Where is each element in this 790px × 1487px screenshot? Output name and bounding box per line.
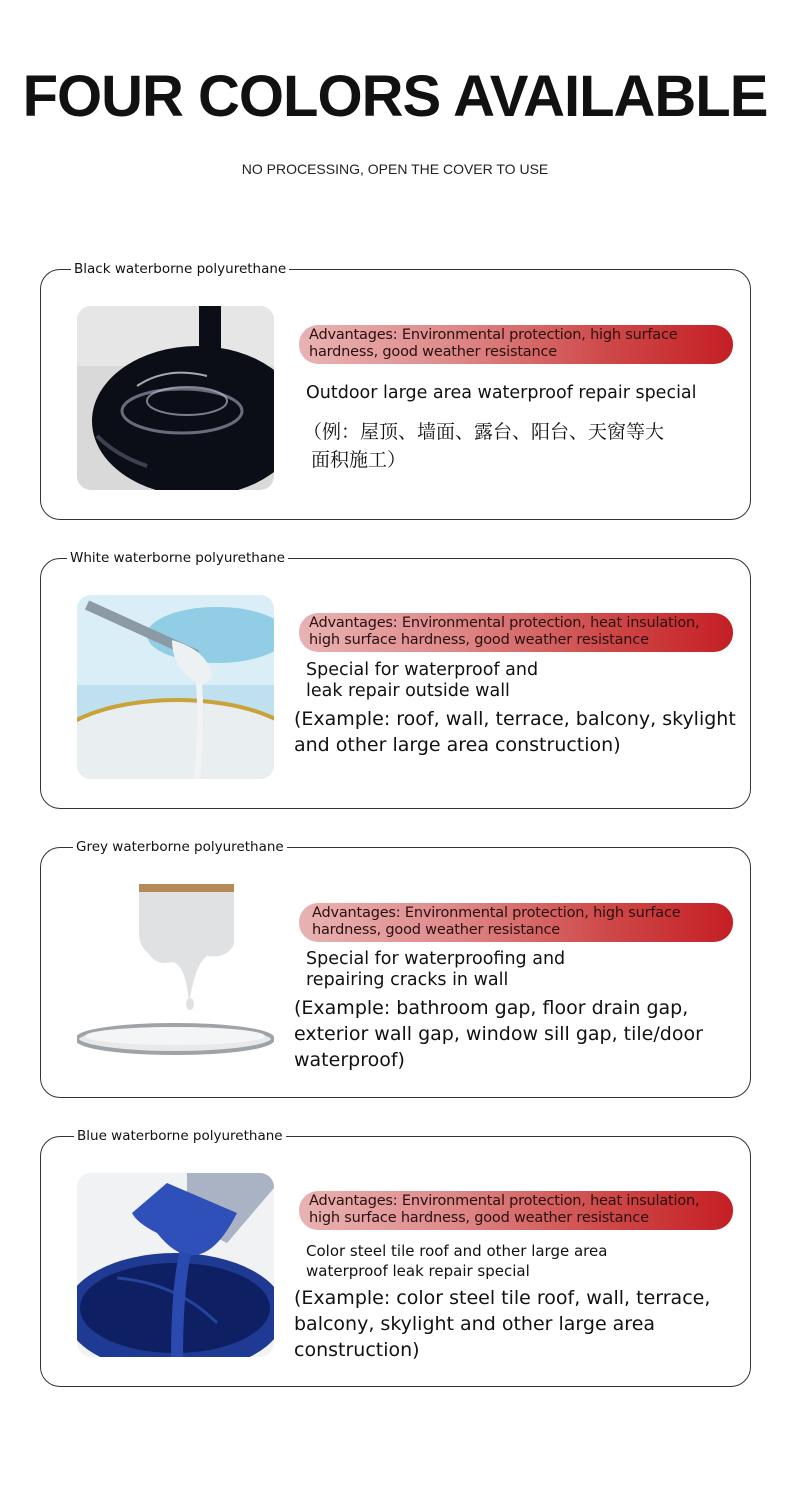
product-card-blue — [40, 1128, 751, 1387]
card-legend: Black waterborne polyurethane — [71, 259, 289, 279]
example-line: 面积施工） — [311, 449, 407, 471]
example-line: (Example: bathroom gap, floor drain gap, — [294, 997, 689, 1019]
description-line: repairing cracks in wall — [306, 970, 509, 990]
description-line: Color steel tile roof and other large area — [306, 1242, 608, 1260]
advantages-line: hardness, good weather resistance — [309, 344, 557, 360]
usage-example — [294, 1285, 710, 1363]
advantages-badge — [299, 613, 733, 652]
advantages-line: Advantages: Environmental protection, high surface — [312, 905, 681, 921]
grey-paint-photo — [77, 884, 274, 1068]
advantages-badge — [299, 325, 733, 364]
example-line: and other large area construction) — [294, 734, 621, 756]
advantages-line: Advantages: Environmental protection, heat insulation, — [309, 615, 700, 631]
description-line: Outdoor large area waterproof repair special — [306, 383, 697, 403]
advantages-line: high surface hardness, good weather resistance — [309, 632, 649, 648]
example-line: (Example: color steel tile roof, wall, terrace, — [294, 1287, 711, 1309]
description-line: Special for waterproof and — [306, 660, 539, 680]
example-line: waterproof) — [294, 1049, 405, 1071]
card-legend: Blue waterborne polyurethane — [74, 1126, 286, 1146]
example-line: （例：屋顶、墙面、露台、阳台、天窗等大 — [303, 421, 665, 443]
example-line: balcony, skylight and other large area — [294, 1313, 656, 1335]
usage-description — [306, 949, 565, 991]
card-legend: White waterborne polyurethane — [67, 548, 288, 568]
usage-example — [294, 706, 736, 758]
card-legend: Grey waterborne polyurethane — [73, 837, 287, 857]
advantages-line: Advantages: Environmental protection, heat insulation, — [309, 1193, 700, 1209]
product-card-grey — [40, 839, 751, 1098]
usage-example — [294, 995, 703, 1073]
white-paint-photo — [77, 595, 274, 779]
example-line: (Example: roof, wall, terrace, balcony, skylight — [294, 708, 736, 730]
example-line: construction) — [294, 1339, 420, 1361]
description-line: waterproof leak repair special — [306, 1262, 530, 1280]
product-card-black — [40, 261, 751, 520]
usage-description — [306, 660, 538, 702]
black-paint-photo — [77, 306, 274, 490]
advantages-line: Advantages: Environmental protection, high surface — [309, 327, 678, 343]
usage-description — [306, 1241, 607, 1281]
advantages-line: high surface hardness, good weather resistance — [309, 1210, 649, 1226]
blue-paint-photo — [77, 1173, 274, 1357]
description-line: Special for waterproofing and — [306, 949, 566, 969]
example-line: exterior wall gap, window sill gap, tile/door — [294, 1023, 703, 1045]
advantages-line: hardness, good weather resistance — [312, 922, 560, 938]
page-subtitle: NO PROCESSING, OPEN THE COVER TO USE — [241, 161, 549, 177]
advantages-badge — [299, 1191, 733, 1230]
page-title: FOUR COLORS AVAILABLE — [22, 64, 768, 129]
description-line: leak repair outside wall — [306, 681, 510, 701]
advantages-badge — [299, 903, 733, 942]
product-card-white — [40, 550, 751, 809]
usage-description — [306, 382, 697, 404]
usage-example — [303, 418, 664, 474]
